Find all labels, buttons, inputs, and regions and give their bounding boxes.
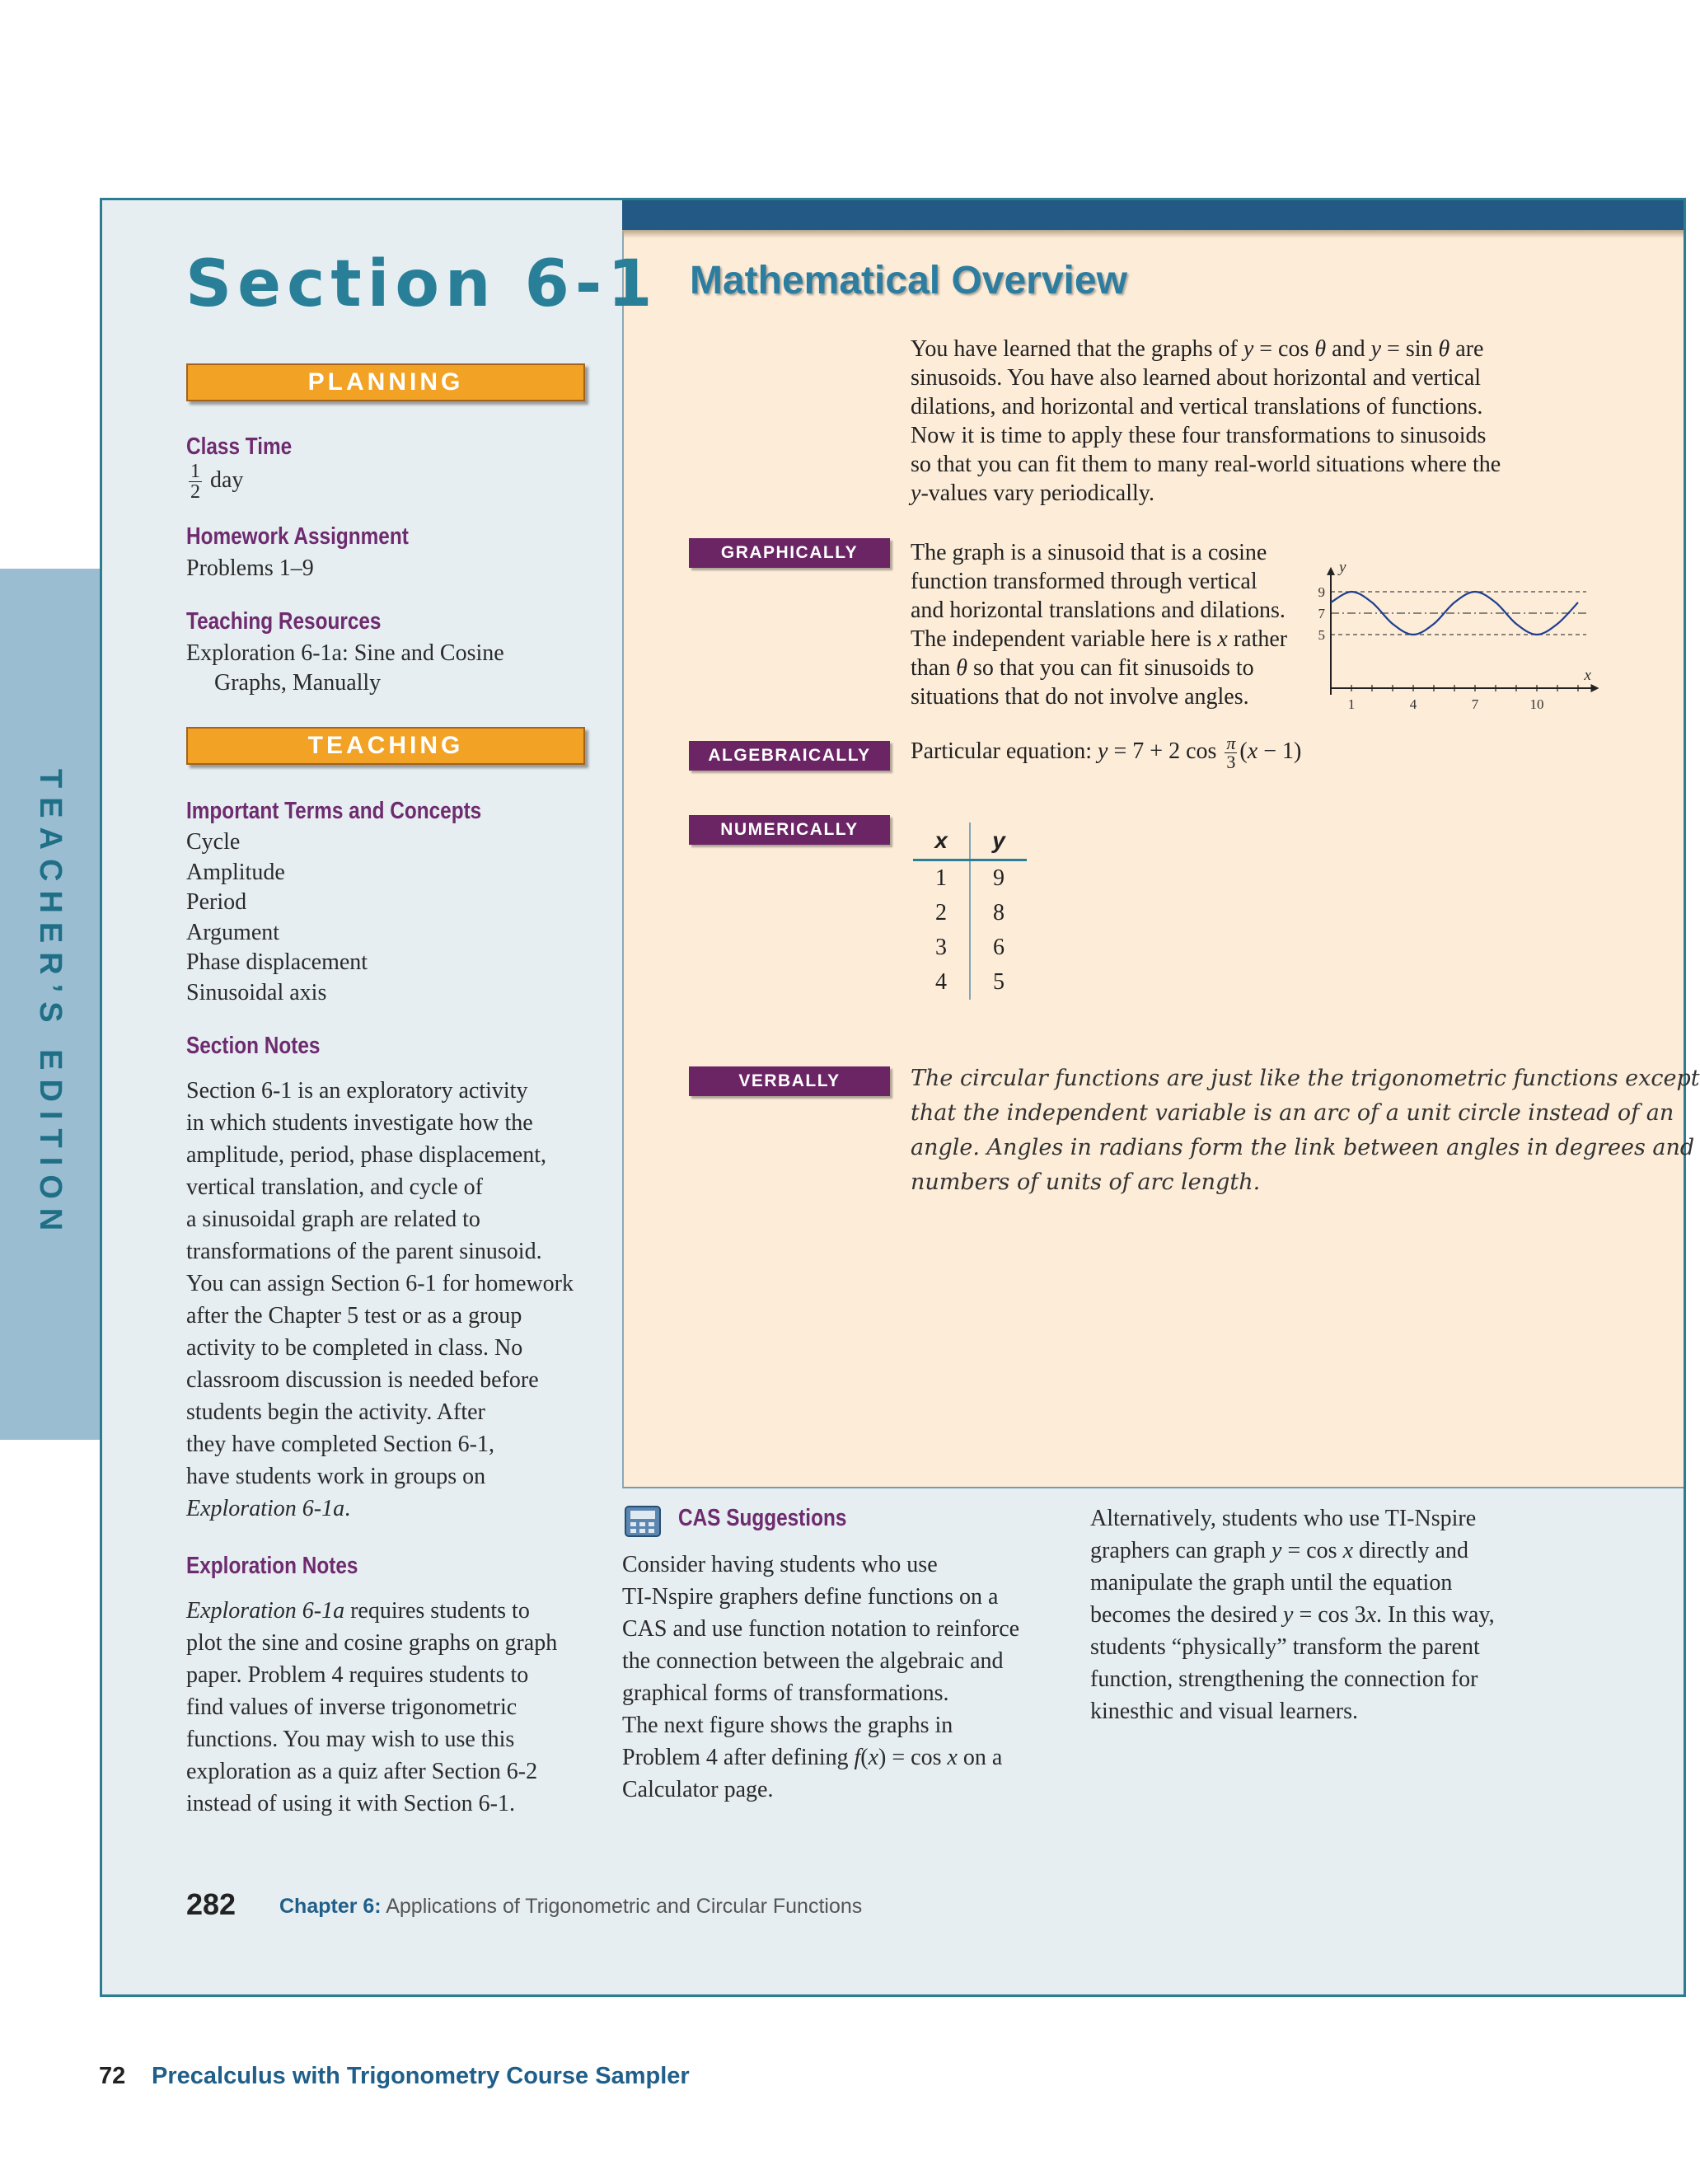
numerically-label: NUMERICALLY bbox=[689, 815, 890, 845]
table-header-row bbox=[913, 823, 1027, 860]
cas-line: Consider having students who use bbox=[622, 1552, 938, 1577]
particular-equation: Particular equation: y = 7 + 2 cos $\frac{\pi}{3}$ (x − 1) bbox=[911, 733, 1302, 772]
cas-line: CAS and use function notation to reinforce bbox=[622, 1616, 1020, 1642]
terms-heading: Important Terms and Concepts bbox=[186, 798, 482, 824]
cas-line: students “physically” transform the parent bbox=[1090, 1634, 1480, 1660]
exploration-notes-line: instead of using it with Section 6-1. bbox=[186, 1791, 515, 1816]
section-notes-text bbox=[186, 1075, 574, 1525]
verbal-line: angle. Angles in radians form the link between angles in degrees and bbox=[911, 1135, 1695, 1160]
overview-header-shadow bbox=[622, 230, 1684, 238]
section-notes-line: a sinusoidal graph are related to bbox=[186, 1207, 480, 1232]
exploration-notes-line: plot the sine and cosine graphs on graph bbox=[186, 1630, 558, 1656]
overview-title: Mathematical Overview bbox=[690, 259, 1127, 302]
graph-guides bbox=[1331, 592, 1586, 635]
cas-line: TI-Nspire graphers define functions on a bbox=[622, 1584, 999, 1610]
section-notes-line: vertical translation, and cycle of bbox=[186, 1174, 483, 1200]
section-notes-line: classroom discussion is needed before bbox=[186, 1367, 539, 1393]
equation-denominator: 3 bbox=[1226, 752, 1236, 772]
cas-line: manipulate the graph until the equation bbox=[1090, 1570, 1453, 1596]
cas-line: function, strengthening the connection for bbox=[1090, 1666, 1478, 1692]
term-item: Sinusoidal axis bbox=[186, 979, 327, 1005]
x-tick-label: 7 bbox=[1471, 696, 1479, 712]
exploration-notes-heading: Exploration Notes bbox=[186, 1553, 358, 1579]
overview-header-bar bbox=[622, 200, 1684, 230]
class-time-denominator: 2 bbox=[190, 481, 200, 503]
xy-table bbox=[913, 823, 1027, 1000]
cas-heading: CAS Suggestions bbox=[678, 1505, 847, 1531]
y-axis-arrow bbox=[1327, 567, 1335, 575]
class-time-unit: day bbox=[210, 466, 244, 493]
graph-axes bbox=[1327, 567, 1599, 695]
y-axis-label: y bbox=[1339, 558, 1346, 576]
overview-intro: You have learned that the graphs of y = cos θ and y = sin θ are sinusoids. You have also learned about horizontal and vertical dilations, and horizontal and vertical translations of functions. Now it is time to apply these four transformations to sinusoids so that you can fit them to many real-world situations where the y-values vary periodically. bbox=[911, 336, 1501, 506]
exploration-notes-line bbox=[186, 1595, 557, 1627]
table-cell: 5 bbox=[993, 969, 1005, 995]
exploration-notes-rest: requires students to bbox=[344, 1598, 530, 1624]
section-notes-line: have students work in groups on bbox=[186, 1464, 486, 1489]
verbally-label: VERBALLY bbox=[689, 1066, 890, 1096]
verbal-line: that the independent variable is an arc of a unit circle instead of an bbox=[911, 1100, 1674, 1126]
cas-line: Alternatively, students who use TI-Nspire bbox=[1090, 1506, 1477, 1531]
table-cell: 2 bbox=[913, 896, 970, 930]
term-item: Period bbox=[186, 889, 247, 915]
table-cell: 4 bbox=[913, 965, 970, 1000]
exploration-reference: Exploration 6-1a bbox=[186, 1598, 345, 1624]
planning-banner: PLANNING bbox=[186, 363, 585, 401]
section-notes-line: Section 6-1 is an exploratory activity bbox=[186, 1078, 528, 1104]
homework-heading: Homework Assignment bbox=[186, 523, 409, 550]
section-notes-line: after the Chapter 5 test or as a group bbox=[186, 1303, 522, 1329]
chapter-label: Chapter 6: bbox=[279, 1895, 382, 1918]
verbal-description bbox=[911, 1062, 1700, 1200]
table-row bbox=[913, 896, 1027, 930]
table-cell: 1 bbox=[913, 860, 970, 897]
equation-prefix: Particular equation: bbox=[911, 738, 1098, 764]
sampler-title: Precalculus with Trigonometry Course Sampler bbox=[152, 2063, 690, 2089]
x-tick-label: 4 bbox=[1409, 696, 1417, 712]
cas-left-text bbox=[622, 1549, 1019, 1806]
resources-line-1: Exploration 6-1a: Sine and Cosine bbox=[186, 640, 504, 666]
calculator-icon bbox=[625, 1506, 661, 1537]
x-axis-label: x bbox=[1584, 667, 1591, 684]
section-notes-line: students begin the activity. After bbox=[186, 1399, 485, 1425]
term-item: Argument bbox=[186, 919, 280, 945]
graphically-label: GRAPHICALLY bbox=[689, 538, 890, 568]
resources-line-2: Graphs, Manually bbox=[214, 670, 382, 696]
cas-line: becomes the desired y = cos 3x. In this way, bbox=[1090, 1602, 1495, 1628]
chapter-footer bbox=[279, 1895, 862, 1919]
sampler-page-number: 72 bbox=[99, 2063, 126, 2089]
table-header-y: y bbox=[970, 823, 1027, 860]
x-tick-label: 1 bbox=[1347, 696, 1356, 712]
teachers-edition-tab bbox=[0, 569, 100, 1440]
side-tab-label: TEACHER’S EDITION bbox=[33, 768, 68, 1240]
table-row bbox=[913, 965, 1027, 1000]
teaching-banner: TEACHING bbox=[186, 727, 585, 765]
section-notes-line: amplitude, period, phase displacement, bbox=[186, 1142, 546, 1168]
page-number: 282 bbox=[186, 1887, 237, 1921]
exploration-notes-text bbox=[186, 1595, 557, 1820]
class-time-numerator: 1 bbox=[190, 461, 200, 482]
exploration-notes-line: exploration as a quiz after Section 6-2 bbox=[186, 1759, 538, 1784]
verbal-line: numbers of units of arc length. bbox=[911, 1169, 1261, 1195]
xy-table-wrap bbox=[913, 823, 1027, 1000]
sinusoid-graph bbox=[1310, 536, 1590, 717]
section-notes-line: You can assign Section 6-1 for homework bbox=[186, 1271, 574, 1296]
exploration-notes-line: functions. You may wish to use this bbox=[186, 1727, 515, 1752]
y-tick-label: 7 bbox=[1318, 606, 1325, 621]
exploration-reference: Exploration 6-1a bbox=[186, 1496, 345, 1521]
table-cell: 6 bbox=[993, 935, 1005, 960]
table-cell: 9 bbox=[993, 865, 1005, 891]
x-tick-label: 10 bbox=[1529, 696, 1544, 712]
section-notes-line: in which students investigate how the bbox=[186, 1110, 533, 1136]
cas-line: The next figure shows the graphs in bbox=[622, 1713, 953, 1738]
cas-right-text bbox=[1090, 1502, 1495, 1727]
cas-line: graphers can graph y = cos x directly and bbox=[1090, 1538, 1468, 1563]
section-title: Section 6-1 bbox=[185, 247, 658, 321]
section-notes-line: Exploration 6-1a. bbox=[186, 1496, 351, 1521]
chapter-title: Applications of Trigonometric and Circular Functions bbox=[386, 1895, 863, 1918]
cas-line: Calculator page. bbox=[622, 1777, 774, 1802]
term-item: Amplitude bbox=[186, 859, 285, 885]
exploration-notes-line: paper. Problem 4 requires students to bbox=[186, 1662, 529, 1688]
class-time-value bbox=[186, 462, 243, 502]
table-row bbox=[913, 930, 1027, 965]
table-row bbox=[913, 860, 1027, 897]
resources-heading: Teaching Resources bbox=[186, 608, 382, 635]
graphically-text: The graph is a sinusoid that is a cosine function transformed through vertical and horizontal translations and dilations. The independent variable here is x rather than θ so that you can fit sinusoids to situations that do not involve angles. bbox=[911, 540, 1288, 710]
term-item: Cycle bbox=[186, 829, 241, 855]
cas-line: Problem 4 after defining f(x) = cos x on a bbox=[622, 1745, 1003, 1770]
table-header-x: x bbox=[913, 823, 970, 860]
algebraically-label: ALGEBRAICALLY bbox=[689, 741, 890, 771]
section-notes-line: activity to be completed in class. No bbox=[186, 1335, 523, 1361]
cas-line: graphical forms of transformations. bbox=[622, 1680, 949, 1706]
class-time-heading: Class Time bbox=[186, 434, 293, 460]
homework-text: Problems 1–9 bbox=[186, 555, 314, 581]
y-tick-label: 5 bbox=[1318, 627, 1325, 643]
equation-pi: π bbox=[1226, 733, 1236, 753]
verbal-line: The circular functions are just like the trigonometric functions except bbox=[911, 1066, 1700, 1091]
table-cell: 3 bbox=[913, 930, 970, 965]
y-tick-label: 9 bbox=[1318, 584, 1325, 600]
cas-line: the connection between the algebraic and bbox=[622, 1648, 1004, 1674]
exploration-notes-line: find values of inverse trigonometric bbox=[186, 1694, 517, 1720]
table-cell: 8 bbox=[993, 900, 1005, 926]
section-notes-line: transformations of the parent sinusoid. bbox=[186, 1239, 542, 1264]
section-notes-heading: Section Notes bbox=[186, 1033, 321, 1059]
cas-line: kinesthic and visual learners. bbox=[1090, 1699, 1359, 1724]
terms-list bbox=[186, 827, 368, 1008]
term-item: Phase displacement bbox=[186, 949, 368, 975]
section-notes-line: they have completed Section 6-1, bbox=[186, 1432, 494, 1457]
